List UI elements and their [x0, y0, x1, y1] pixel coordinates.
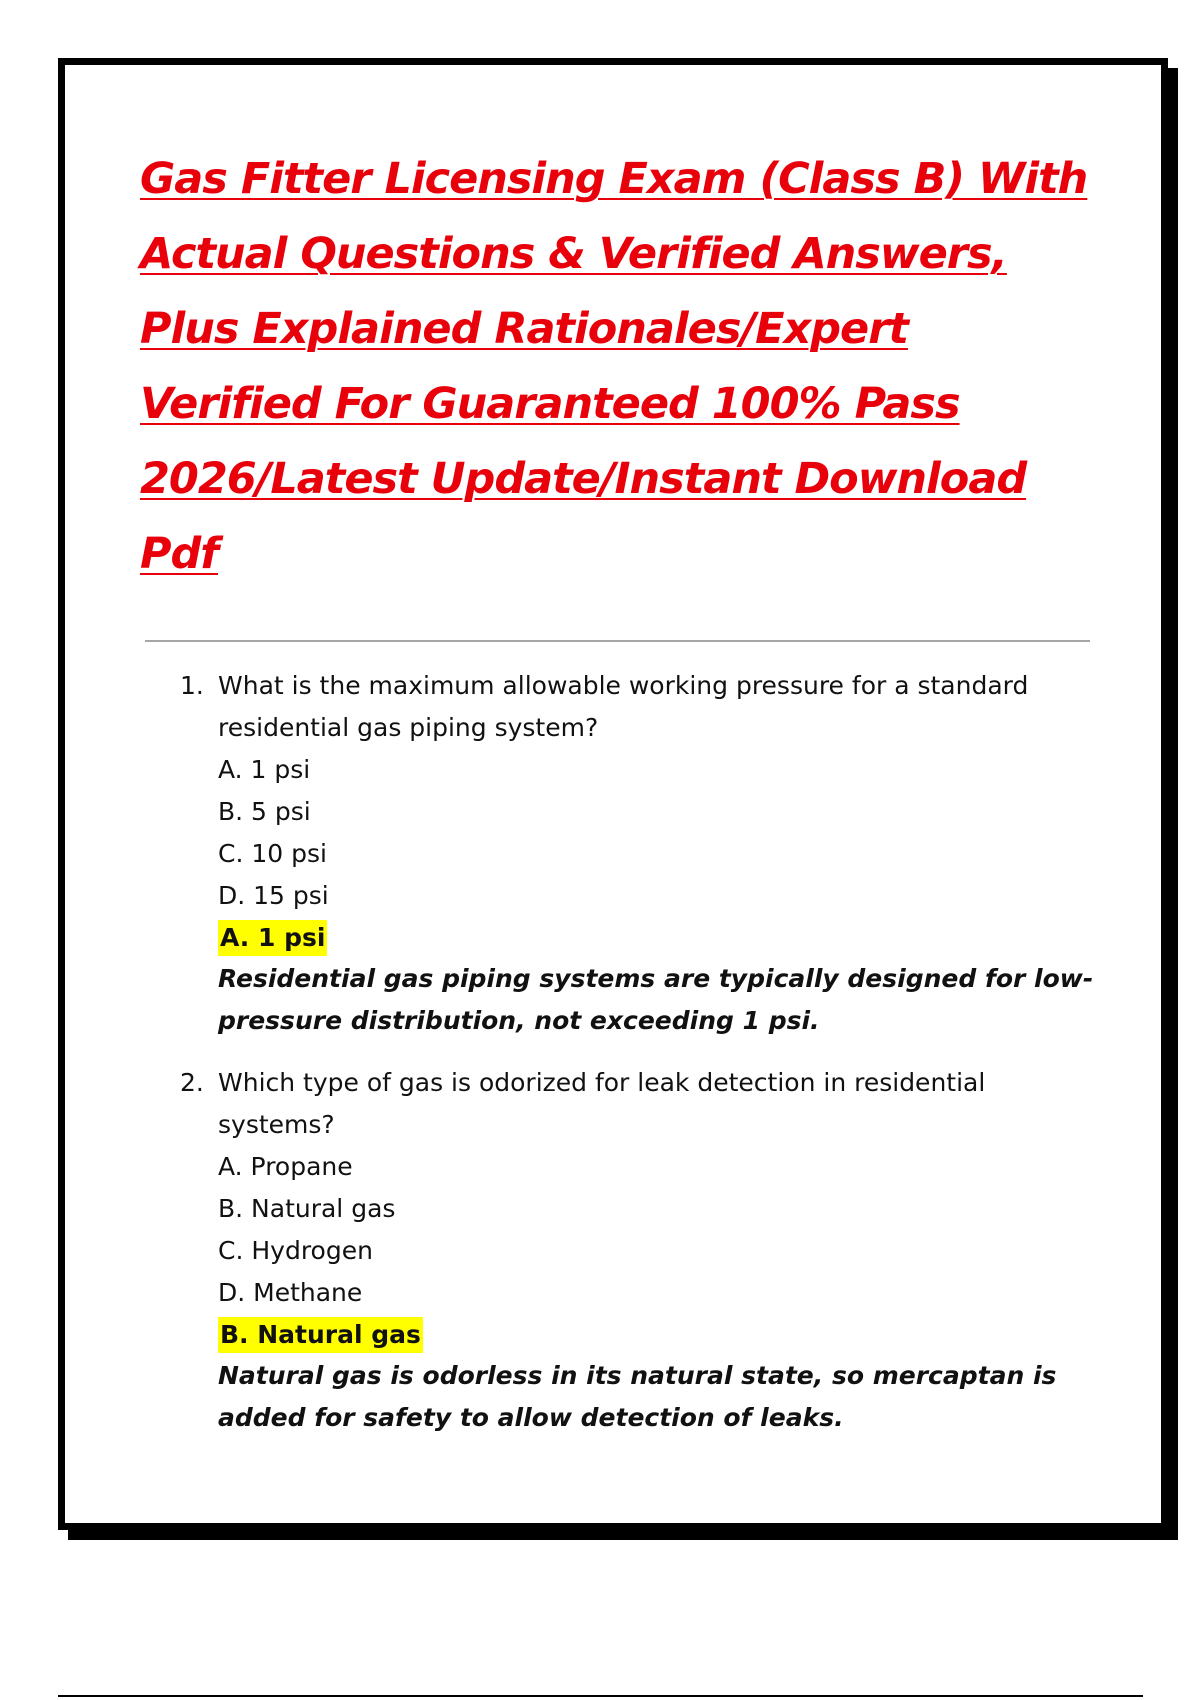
option-a: A. Propane: [218, 1152, 353, 1181]
question-item-2: [180, 1062, 1100, 1439]
option-d: D. Methane: [218, 1278, 363, 1307]
question-number: 1.: [180, 671, 204, 700]
answer-rationale: Residential gas piping systems are typically designed for low-pressure distribution, not exceeding 1 psi.: [218, 964, 1094, 1035]
correct-answer-highlight: A. 1 psi: [218, 920, 327, 956]
question-list: [180, 665, 1100, 1459]
title-line-6: Pdf: [140, 529, 219, 579]
document-title: [140, 142, 1100, 592]
title-line-3: Plus Explained Rationales/Expert: [140, 304, 908, 354]
page-bottom-line: [58, 1695, 1143, 1697]
question-number: 2.: [180, 1068, 204, 1097]
option-b: B. 5 psi: [218, 797, 311, 826]
question-text: What is the maximum allowable working pressure for a standard residential gas piping system?: [218, 671, 1029, 742]
title-line-2: Actual Questions & Verified Answers,: [140, 229, 1007, 279]
title-line-4: Verified For Guaranteed 100% Pass: [140, 379, 960, 429]
option-c: C. Hydrogen: [218, 1236, 373, 1265]
option-b: B. Natural gas: [218, 1194, 396, 1223]
correct-answer-highlight: B. Natural gas: [218, 1317, 423, 1353]
question-text: Which type of gas is odorized for leak detection in residential systems?: [218, 1068, 986, 1139]
horizontal-divider: [145, 640, 1090, 642]
title-line-5: 2026/Latest Update/Instant Download: [140, 454, 1027, 504]
option-d: D. 15 psi: [218, 881, 329, 910]
question-item-1: [180, 665, 1100, 1042]
answer-rationale: Natural gas is odorless in its natural state, so mercaptan is added for safety to allow detection of leaks.: [218, 1361, 1057, 1432]
title-line-1: Gas Fitter Licensing Exam (Class B) With: [140, 154, 1088, 204]
option-a: A. 1 psi: [218, 755, 311, 784]
option-c: C. 10 psi: [218, 839, 327, 868]
